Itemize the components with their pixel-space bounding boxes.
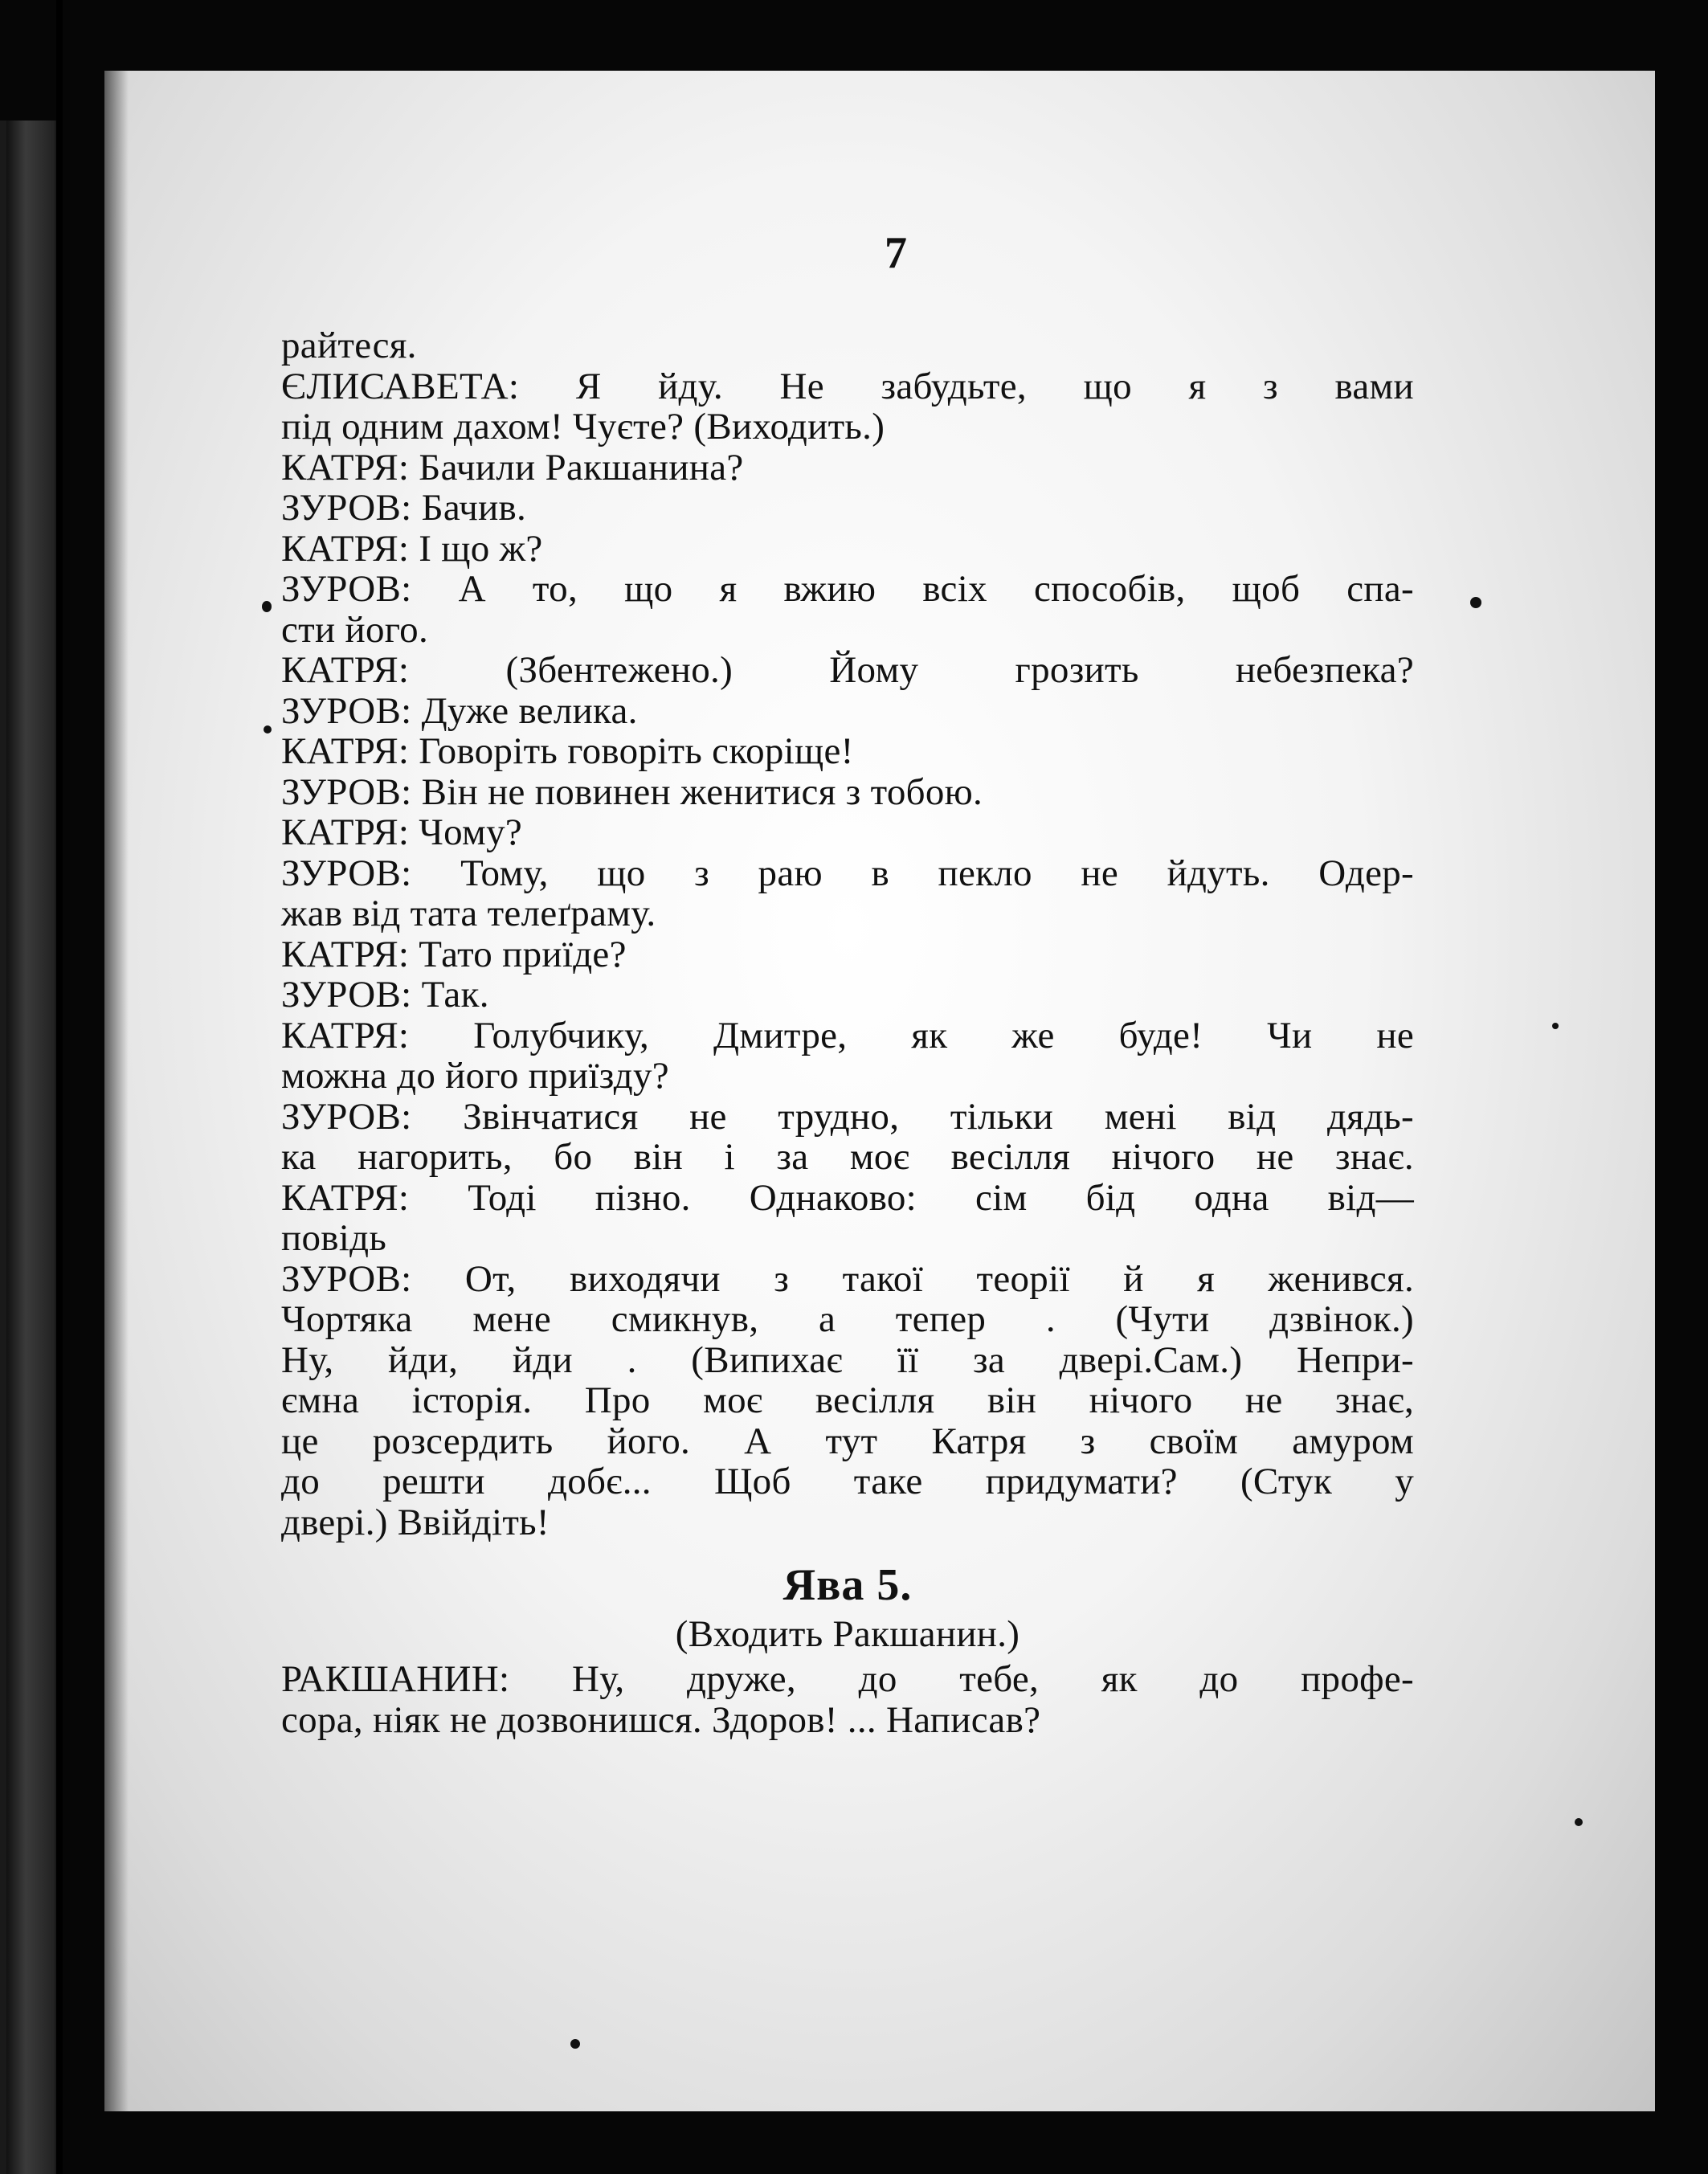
text-line: повідь xyxy=(281,1217,387,1259)
text-line: КАТРЯ: Бачили Ракшанина? xyxy=(281,446,744,488)
text-line: Чортяка мене смикнув, а тепер . (Чути дзвінок.) xyxy=(281,1298,1414,1340)
text-line: ЗУРОВ: Він не повинен женитися з тобою. xyxy=(281,770,983,813)
text-line: КАТРЯ: Чому? xyxy=(281,811,523,853)
text-line: ЗУРОВ: Бачив. xyxy=(281,487,527,529)
ink-speck xyxy=(570,2039,580,2049)
text-line: ка нагорить, бо він і за моє весілля нічого не знає. xyxy=(281,1136,1414,1178)
page-text xyxy=(281,325,1414,1740)
text-line: ЗУРОВ: Звінчатися не трудно, тільки мені від дядь- xyxy=(281,1095,1414,1138)
text-line: КАТРЯ: Говоріть говоріть скоріще! xyxy=(281,730,854,772)
text-line: Ну, йди, йди . (Випихає її за двері.Сам.) Непри- xyxy=(281,1338,1414,1381)
text-line: КАТРЯ: Тоді пізно. Однаково: сім бід одна від— xyxy=(281,1176,1414,1219)
text-line: до решти добє... Щоб таке придумати? (Стук у xyxy=(281,1461,1414,1502)
text-line: можна до його приїзду? xyxy=(281,1055,669,1097)
text-line: ЗУРОВ: Тому, що з раю в пекло не йдуть. Одер- xyxy=(281,852,1414,894)
text-line: ЗУРОВ: От, виходячи з такої теорії й я женився. xyxy=(281,1257,1414,1300)
text-line: під одним дахом! Чуєте? (Виходить.) xyxy=(281,406,885,447)
stage-direction: (Входить Ракшанин.) xyxy=(675,1612,1020,1655)
ink-speck xyxy=(262,601,272,612)
ink-speck xyxy=(1552,1023,1559,1029)
text-line: жав від тата телеґраму. xyxy=(281,893,656,934)
text-line: ємна історія. Про моє весілля він нічого не знає, xyxy=(281,1379,1414,1421)
ink-speck xyxy=(264,725,272,734)
text-line: КАТРЯ: І що ж? xyxy=(281,527,543,570)
text-line: сти його. xyxy=(281,608,429,651)
adjacent-page-strip xyxy=(6,121,55,2174)
text-line: двері.) Ввійдіть! xyxy=(281,1501,550,1543)
text-line: ЗУРОВ: А то, що я вжию всіх способів, щоб спа- xyxy=(281,568,1414,610)
text-line: ЗУРОВ: Дуже велика. xyxy=(281,689,638,732)
ink-speck xyxy=(1470,597,1481,608)
text-line: КАТРЯ: Голубчику, Дмитре, як же буде! Чи не xyxy=(281,1014,1414,1056)
page-number: 7 xyxy=(885,228,907,278)
text-line: це розсердить його. А тут Катря з своїм амуром xyxy=(281,1420,1414,1462)
text-line: КАТРЯ: Тато приїде? xyxy=(281,933,627,975)
scan-border-line xyxy=(56,0,63,2174)
scene-heading: Ява 5. xyxy=(782,1560,913,1610)
text-line: ЗУРОВ: Так. xyxy=(281,974,489,1015)
text-line: РАКШАНИН: Ну, друже, до тебе, як до профе- xyxy=(281,1658,1414,1700)
text-line: райтеся. xyxy=(281,325,417,366)
page-gutter-shadow xyxy=(104,71,129,2111)
text-line: сора, ніяк не дозвонишся. Здоров! ... Написав? xyxy=(281,1698,1041,1741)
text-line: КАТРЯ: (Збентежено.) Йому грозить небезпека? xyxy=(281,649,1414,691)
ink-speck xyxy=(1575,1818,1583,1826)
text-line: ЄЛИСАВЕТА: Я йду. Не забудьте, що я з вами xyxy=(281,365,1414,407)
